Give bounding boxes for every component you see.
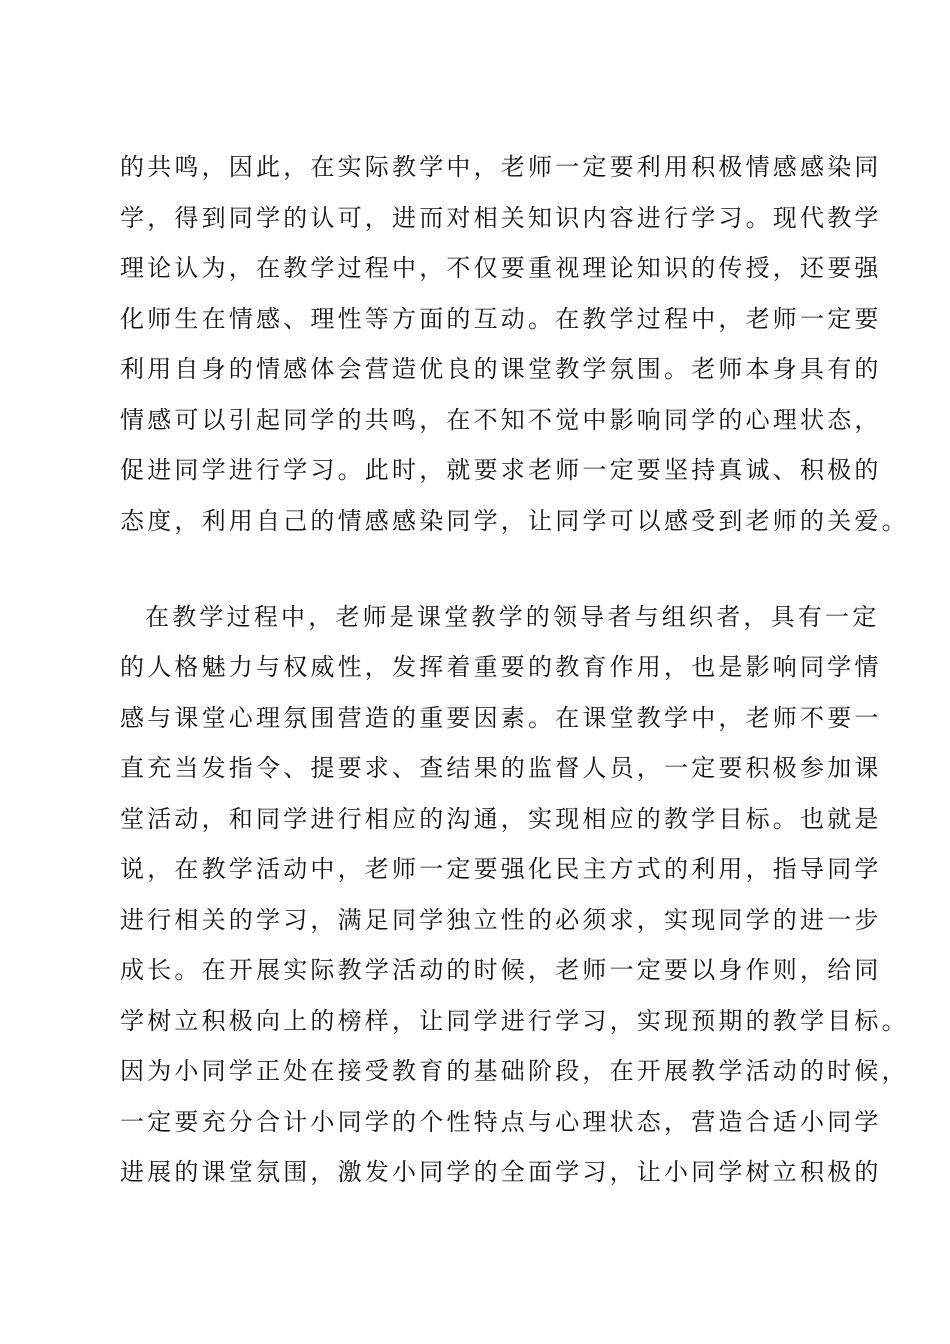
text-line: 利用自身的情感体会营造优良的课堂教学氛围。老师本身具有的 bbox=[120, 355, 882, 383]
text-line: 成长。在开展实际教学活动的时候，老师一定要以身作则，给同 bbox=[120, 956, 882, 984]
text-line: 情感可以引起同学的共鸣，在不知不觉中影响同学的心理状态， bbox=[120, 406, 882, 434]
text-line: 感与课堂心理氛围营造的重要因素。在课堂教学中，老师不要一 bbox=[120, 704, 882, 732]
text-line: 进行相关的学习，满足同学独立性的必须求，实现同学的进一步 bbox=[120, 906, 882, 934]
text-line: 学树立积极向上的榜样，让同学进行学习，实现预期的教学目标。 bbox=[120, 1007, 909, 1035]
text-line: 一定要充分合计小同学的个性特点与心理状态，营造合适小同学 bbox=[120, 1108, 882, 1136]
text-line: 的共鸣，因此，在实际教学中，老师一定要利用积极情感感染同 bbox=[120, 153, 882, 181]
text-line: 态度，利用自己的情感感染同学，让同学可以感受到老师的关爱。 bbox=[120, 507, 909, 535]
text-line: 堂活动，和同学进行相应的沟通，实现相应的教学目标。也就是 bbox=[120, 805, 882, 833]
text-line: 的人格魅力与权威性，发挥着重要的教育作用，也是影响同学情 bbox=[120, 653, 882, 681]
text-line: 进展的课堂氛围，激发小同学的全面学习，让小同学树立积极的 bbox=[120, 1158, 882, 1186]
text-line: 促进同学进行学习。此时，就要求老师一定要坚持真诚、积极的 bbox=[120, 456, 882, 484]
text-line: 直充当发指令、提要求、查结果的监督人员，一定要积极参加课 bbox=[120, 754, 882, 782]
text-line: 因为小同学正处在接受教育的基础阶段，在开展教学活动的时候， bbox=[120, 1057, 909, 1085]
text-line: 化师生在情感、理性等方面的互动。在教学过程中，老师一定要 bbox=[120, 305, 882, 333]
text-line: 学，得到同学的认可，进而对相关知识内容进行学习。现代教学 bbox=[120, 204, 882, 232]
text-line: 说，在教学活动中，老师一定要强化民主方式的利用，指导同学 bbox=[120, 855, 882, 883]
text-line: 在教学过程中，老师是课堂教学的领导者与组织者，具有一定 bbox=[145, 603, 880, 631]
text-line: 理论认为，在教学过程中，不仅要重视理论知识的传授，还要强 bbox=[120, 254, 882, 282]
